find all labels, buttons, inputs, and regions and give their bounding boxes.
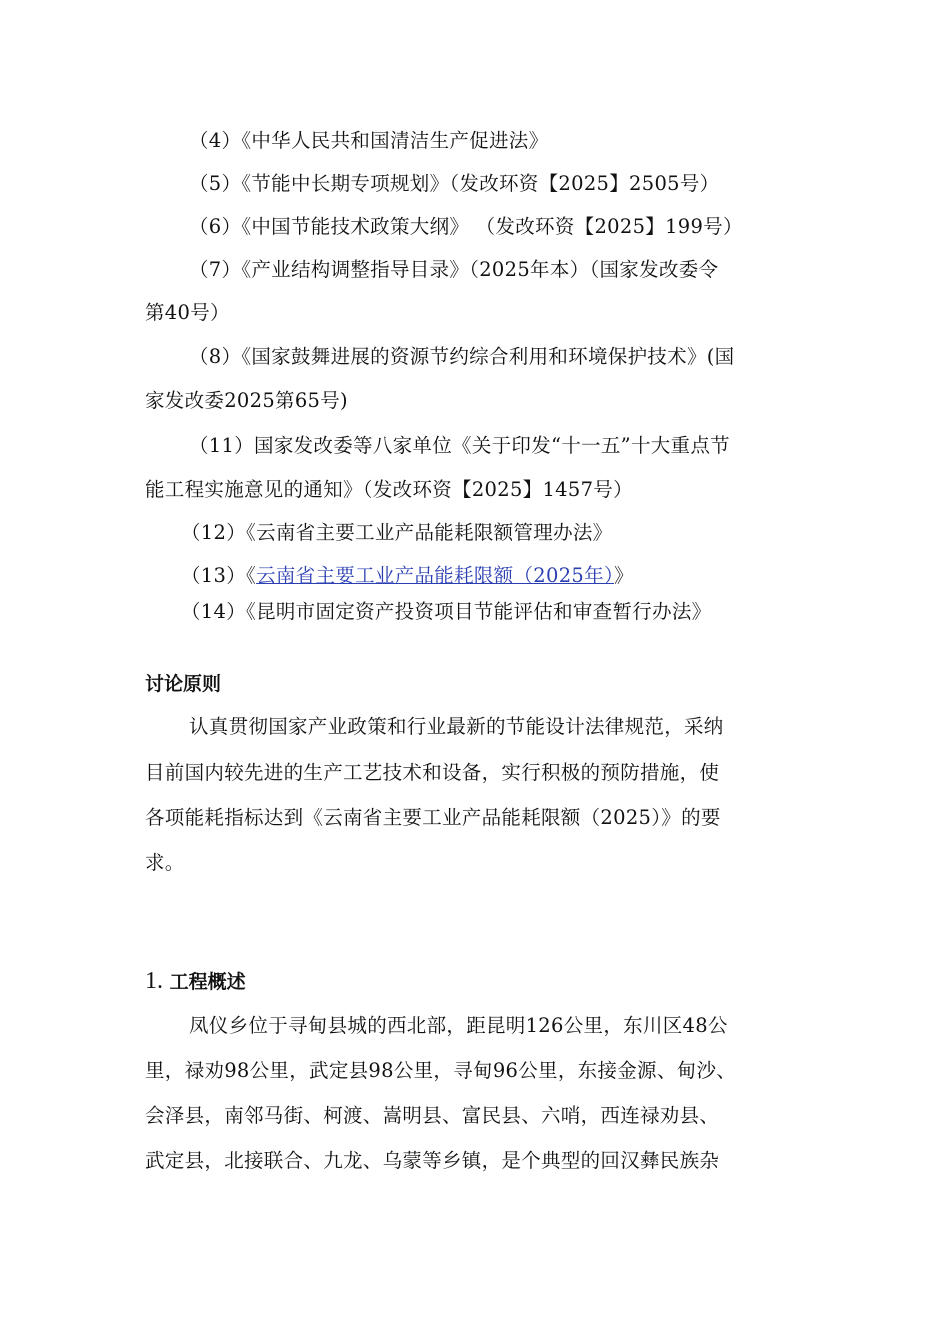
reference-item-14 xyxy=(181,599,711,625)
reference-text: 《国家鼓舞进展的资源节约综合利用和环境保护技术》(国 xyxy=(241,345,735,368)
reference-text: 《中国节能技术政策大纲》 （发改环资【2025】199号） xyxy=(241,215,743,238)
reference-number: （12） xyxy=(181,521,247,544)
reference-number: （11） xyxy=(189,434,255,457)
principles-line-1: 认真贯彻国家产业政策和行业最新的节能设计法律规范，采纳 xyxy=(189,715,724,738)
reference-item-8 xyxy=(189,344,734,370)
reference-item-12 xyxy=(181,520,612,546)
principles-line-2: 目前国内较先进的生产工艺技术和设备，实行积极的预防措施，使 xyxy=(145,761,720,784)
principles-line-3: 各项能耗指标达到《云南省主要工业产品能耗限额（2025）》的要 xyxy=(145,806,721,829)
principles-heading: 讨论原则 xyxy=(145,673,222,695)
principles-line-4: 求。 xyxy=(145,851,185,874)
reference-item-13 xyxy=(181,563,634,589)
reference-number: （7） xyxy=(189,258,242,281)
reference-item-4 xyxy=(189,128,548,154)
reference-number: （4） xyxy=(189,129,242,152)
overview-line-4: 武定县，北接联合、九龙、乌蒙等乡镇，是个典型的回汉彝民族杂 xyxy=(145,1149,720,1172)
reference-link[interactable]: 云南省主要工业产品能耗限额（2025年） xyxy=(256,564,614,587)
reference-item-6 xyxy=(189,214,743,240)
overview-line-3: 会泽县，南邻马街、柯渡、嵩明县、富民县、六哨，西连禄劝县、 xyxy=(145,1104,720,1127)
reference-text: 《节能中长期专项规划》（发改环资【2025】2505号） xyxy=(241,172,720,195)
reference-item-5 xyxy=(189,171,719,197)
reference-item-7-continuation: 第40号） xyxy=(145,301,230,324)
reference-number: （8） xyxy=(189,345,242,368)
reference-item-7 xyxy=(189,257,718,283)
reference-text: 国家发改委等八家单位《关于印发“十一五”十大重点节 xyxy=(254,434,730,457)
reference-number: （14） xyxy=(181,600,247,623)
reference-text: 《云南省主要工业产品能耗限额管理办法》 xyxy=(246,521,613,544)
section-number: 1. xyxy=(145,968,163,994)
reference-number: （5） xyxy=(189,172,242,195)
reference-number: （13） xyxy=(181,564,247,587)
reference-item-8-continuation: 家发改委2025第65号) xyxy=(145,389,348,412)
reference-suffix: 》 xyxy=(613,564,634,587)
overview-line-2: 里，禄劝98公里，武定县98公里，寻甸96公里，东接金源、甸沙、 xyxy=(145,1059,737,1082)
reference-number: （6） xyxy=(189,215,242,238)
reference-text: 《中华人民共和国清洁生产促进法》 xyxy=(241,129,549,152)
reference-item-11-continuation: 能工程实施意见的通知》（发改环资【2025】1457号） xyxy=(145,478,633,501)
overview-line-1: 凤仪乡位于寻甸县城的西北部，距昆明126公里，东川区48公 xyxy=(189,1014,728,1037)
section-title: 工程概述 xyxy=(169,971,246,993)
overview-heading xyxy=(145,968,246,995)
reference-text: 《昆明市固定资产投资项目节能评估和审查暂行办法》 xyxy=(246,600,712,623)
reference-text: 《产业结构调整指导目录》（2025年本）（国家发改委令 xyxy=(241,258,719,281)
reference-prefix: 《 xyxy=(246,564,257,587)
reference-item-11 xyxy=(189,433,730,459)
